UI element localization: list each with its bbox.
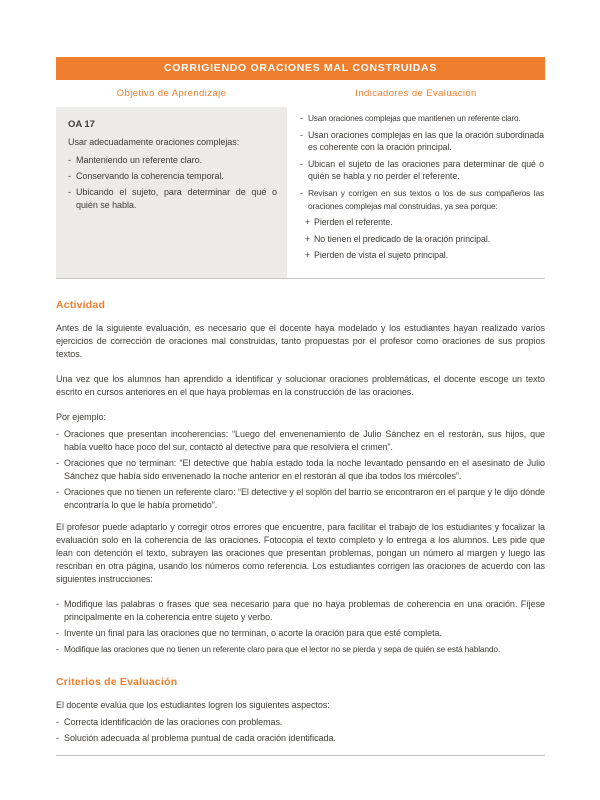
plus-bullet: + [305,233,311,244]
examples-intro: Por ejemplo: [56,411,106,422]
criteria-text: Solución adecuada al problema puntual de cada oración identificada. [64,732,336,743]
oa-intro: Usar adecuadamente oraciones complejas: [68,137,240,147]
plus-bullet: + [305,217,311,228]
indicator-subitem-text: Pierden el referente. [314,217,393,228]
instructions-list [56,598,545,656]
dash-bullet: - [68,187,71,197]
oa-item-text: Conservando la coherencia temporal. [76,171,224,181]
criteria-section-header: Criterios de Evaluación [56,675,178,688]
objetivo-cell [56,107,287,278]
criteria-list [56,716,545,745]
dash-bullet: - [300,129,303,140]
column-header-indicadores: Indicadores de Evaluación [355,88,477,99]
instruction-item [56,627,545,640]
indicator-subitem [300,233,544,246]
indicadores-cell [287,107,545,278]
example-item [56,457,545,483]
indicator-subitem-text: No tienen el predicado de la oración principal. [314,233,491,244]
dash-bullet: - [56,732,59,743]
oa-code: OA 17 [68,119,95,130]
dash-bullet: - [56,428,59,439]
criteria-text: Correcta identificación de las oraciones con problemas. [64,716,283,727]
dash-bullet: - [300,187,303,198]
criteria-item [56,732,545,745]
indicator-text: Revisan y corrigen en sus textos o los de sus compañeros las oraciones complejas mal construidas, ya sea porque: [308,187,544,211]
activity-section-header: Actividad [56,298,106,311]
dash-bullet: - [56,627,59,638]
instruction-text: Modifique las palabras o frases que sea necesario para que no haya problemas de coherencia en una oración. Fíjese principalmente en la coherencia entre sujeto y verbo. [64,598,545,622]
table-column-headers [56,80,545,107]
oa-item-text: Ubicando el sujeto, para determinar de qué o quién se habla. [76,187,277,210]
indicator-text: Usan oraciones complejas en las que la oración subordinada es coherente con la oración principal. [308,129,544,153]
dash-bullet: - [56,598,59,609]
column-header-objetivo: Objetivo de Aprendizaje [116,88,227,99]
indicator-subitem-text: Pierden de vista el sujeto principal. [314,250,449,261]
activity-paragraph-2: Una vez que los alumnos han aprendido a identificar y solucionar oraciones problemáticas, el docente escoge un texto escrito en cursos anteriores en el que haya problemas en la construcción de las oraciones. [56,373,545,397]
instruction-item [56,598,545,624]
example-text: Oraciones que presentan incoherencias: “Luego del envenenamiento de Julio Sánchez en el restorán, sus hijos, que había vuelto hace poco del sur, contactó al detective para que resolviera el crimen”. [64,428,545,452]
plus-bullet: + [305,250,311,261]
dash-bullet: - [68,155,71,165]
oa-item [68,170,277,183]
dash-bullet: - [56,643,59,654]
example-text: Oraciones que no terminan: “El detective que había estado toda la noche levantado pensando en el asesinato de Julio Sánchez que había sido envenenado la noche anterior en el restorán al que iba todos los miércoles”. [64,457,545,481]
indicator-item [300,129,544,154]
indicator-item [300,158,544,183]
example-text: Oraciones que no tienen un referente claro: “El detective y el soplón del barrio se encontraron en el parque y le dijo dónde encontraría lo que le había prometido”. [64,486,545,510]
indicator-text: Usan oraciones complejas que mantienen un referente claro. [308,113,521,123]
indicator-subitem [300,249,544,262]
objectives-indicators-table [56,107,545,279]
indicator-subitem [300,216,544,229]
activity-paragraph-1: Antes de la siguiente evaluación, es necesario que el docente haya modelado y los estudiantes hayan realizado varios ejercicios de corrección de oraciones mal construidas, tanto propuestas por el profesor como oraciones de sus propios textos. [56,322,545,359]
dash-bullet: - [56,716,59,727]
indicator-text: Ubican el sujeto de las oraciones para determinar de qué o quién se habla y no perder el referente. [308,158,544,182]
bottom-divider [56,755,545,756]
oa-item [68,154,277,167]
activity-paragraph-3: El profesor puede adaptarlo y corregir otros errores que encuentre, para facilitar el trabajo de los estudiantes y focalizar la evaluación solo en la coherencia de las oraciones. Fotocopia el texto completo y lo entrega a los alumnos. Les pide que lean con detención el texto, subrayen las oraciones que presentan problemas, pongan un número al margen y luego las rescriban en otra página, usando los números como referencia. Los estudiantes corrigen las oraciones de acuerdo con las siguientes instrucciones: [56,521,545,584]
indicator-item [300,112,544,125]
dash-bullet: - [56,457,59,468]
instruction-text: Invente un final para las oraciones que no terminan, o acorte la oración para que esté completa. [64,627,442,638]
oa-item [68,186,277,212]
oa-item-text: Manteniendo un referente claro. [76,155,203,165]
example-item [56,486,545,512]
dash-bullet: - [300,113,303,123]
criteria-intro: El docente evalúa que los estudiantes logren los siguientes aspectos: [56,699,330,710]
instruction-item [56,643,545,656]
indicator-item [300,187,544,212]
dash-bullet: - [56,486,59,497]
criteria-item [56,716,545,729]
document-content [56,57,545,756]
example-item [56,428,545,454]
dash-bullet: - [300,158,303,169]
dash-bullet: - [68,171,71,181]
page-title: CORRIGIENDO ORACIONES MAL CONSTRUIDAS [56,57,545,80]
instruction-text: Modifique las oraciones que no tienen un referente claro para que el lector no se pierda y sepa de quién se está hablando. [64,643,501,654]
examples-list [56,428,545,512]
